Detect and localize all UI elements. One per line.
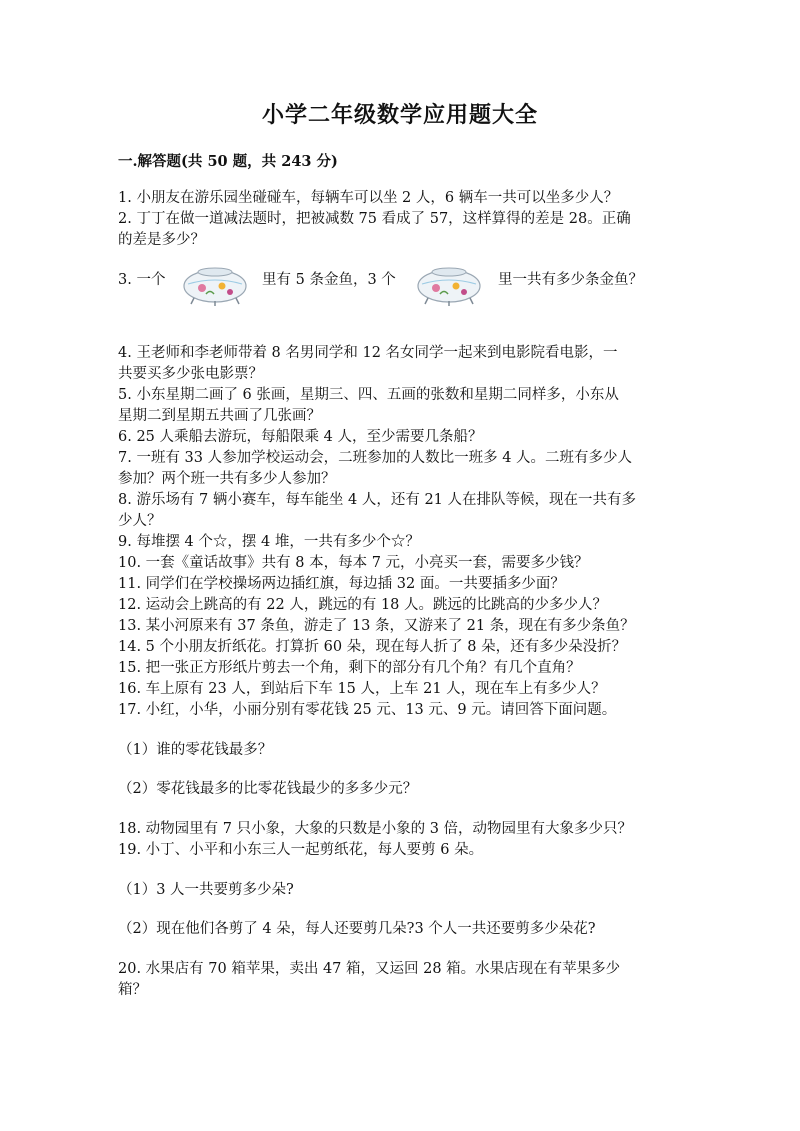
question-line: 1. 小朋友在游乐园坐碰碰车，每辆车可以坐 2 人，6 辆车一共可以坐多少人？ xyxy=(118,190,619,206)
section-heading: 一.解答题(共 50 题，共 243 分) xyxy=(118,153,338,170)
sub-question: （1）3 人一共要剪多少朵? xyxy=(118,882,294,898)
question-line: 7. 一班有 33 人参加学校运动会，二班参加的人数比一班多 4 人。二班有多少人 xyxy=(118,450,633,466)
question-line: 2. 丁丁在做一道减法题时，把被减数 75 看成了 57，这样算得的差是 28。正确 xyxy=(118,211,631,227)
question-line: 9. 每堆摆 4 个☆，摆 4 堆，一共有多少个☆？ xyxy=(118,534,420,550)
question-line: 的差是多少？ xyxy=(118,232,205,248)
question-line: 17. 小红，小华，小丽分别有零花钱 25 元、13 元、9 元。请回答下面问题。 xyxy=(118,702,617,718)
question-line: 20. 水果店有 70 箱苹果，卖出 47 箱，又运回 28 箱。水果店现在有苹果多少 xyxy=(118,961,621,977)
question-line: 14. 5 个小朋友折纸花。打算折 60 朵，现在每人折了 8 朵，还有多少朵没折？ xyxy=(118,639,627,655)
question-3-part1: 3. 一个 xyxy=(118,272,166,288)
question-line: 5. 小东星期二画了 6 张画，星期三、四、五画的张数和星期二同样多，小东从 xyxy=(118,387,619,403)
question-line: 星期二到星期五共画了几张画？ xyxy=(118,408,321,424)
sub-question: （2）现在他们各剪了 4 朵，每人还要剪几朵?3 个人一共还要剪多少朵花? xyxy=(118,921,596,937)
question-line: 8. 游乐场有 7 辆小赛车，每车能坐 4 人，还有 21 人在排队等候，现在一共有多 xyxy=(118,492,636,508)
question-line: 15. 把一张正方形纸片剪去一个角，剩下的部分有几个角？有几个直角？ xyxy=(118,660,581,676)
question-line: 6. 25 人乘船去游玩，每船限乘 4 人，至少需要几条船？ xyxy=(118,429,483,445)
question-line: 16. 车上原有 23 人，到站后下车 15 人，上车 21 人，现在车上有多少人？ xyxy=(118,681,606,697)
fishbowl-icon xyxy=(416,262,482,306)
fishbowl-icon xyxy=(182,262,248,306)
question-line: 13. 某小河原来有 37 条鱼，游走了 13 条，又游来了 21 条，现在有多少条鱼？ xyxy=(118,618,635,634)
question-line: 18. 动物园里有 7 只小象，大象的只数是小象的 3 倍，动物园里有大象多少只？ xyxy=(118,821,633,837)
question-line: 11. 同学们在学校操场两边插红旗，每边插 32 面。一共要插多少面？ xyxy=(118,576,565,592)
question-3-part3: 里一共有多少条金鱼？ xyxy=(498,272,643,288)
page-title: 小学二年级数学应用题大全 xyxy=(261,102,538,128)
question-line: 箱？ xyxy=(118,982,147,998)
question-line: 12. 运动会上跳高的有 22 人，跳远的有 18 人。跳远的比跳高的少多少人？ xyxy=(118,597,608,613)
question-line: 10. 一套《童话故事》共有 8 本，每本 7 元，小亮买一套，需要多少钱？ xyxy=(118,555,589,571)
question-line: 4. 王老师和李老师带着 8 名男同学和 12 名女同学一起来到电影院看电影，一 xyxy=(118,345,618,361)
question-3-part2: 里有 5 条金鱼，3 个 xyxy=(262,272,396,288)
question-line: 共要买多少张电影票？ xyxy=(118,366,263,382)
question-line: 参加？两个班一共有多少人参加？ xyxy=(118,471,336,487)
sub-question: （1）谁的零花钱最多？ xyxy=(118,742,273,758)
question-line: 少人？ xyxy=(118,513,162,529)
sub-question: （2）零花钱最多的比零花钱最少的多多少元？ xyxy=(118,781,418,797)
question-3 xyxy=(118,262,678,302)
question-line: 19. 小丁、小平和小东三人一起剪纸花，每人要剪 6 朵。 xyxy=(118,842,484,858)
